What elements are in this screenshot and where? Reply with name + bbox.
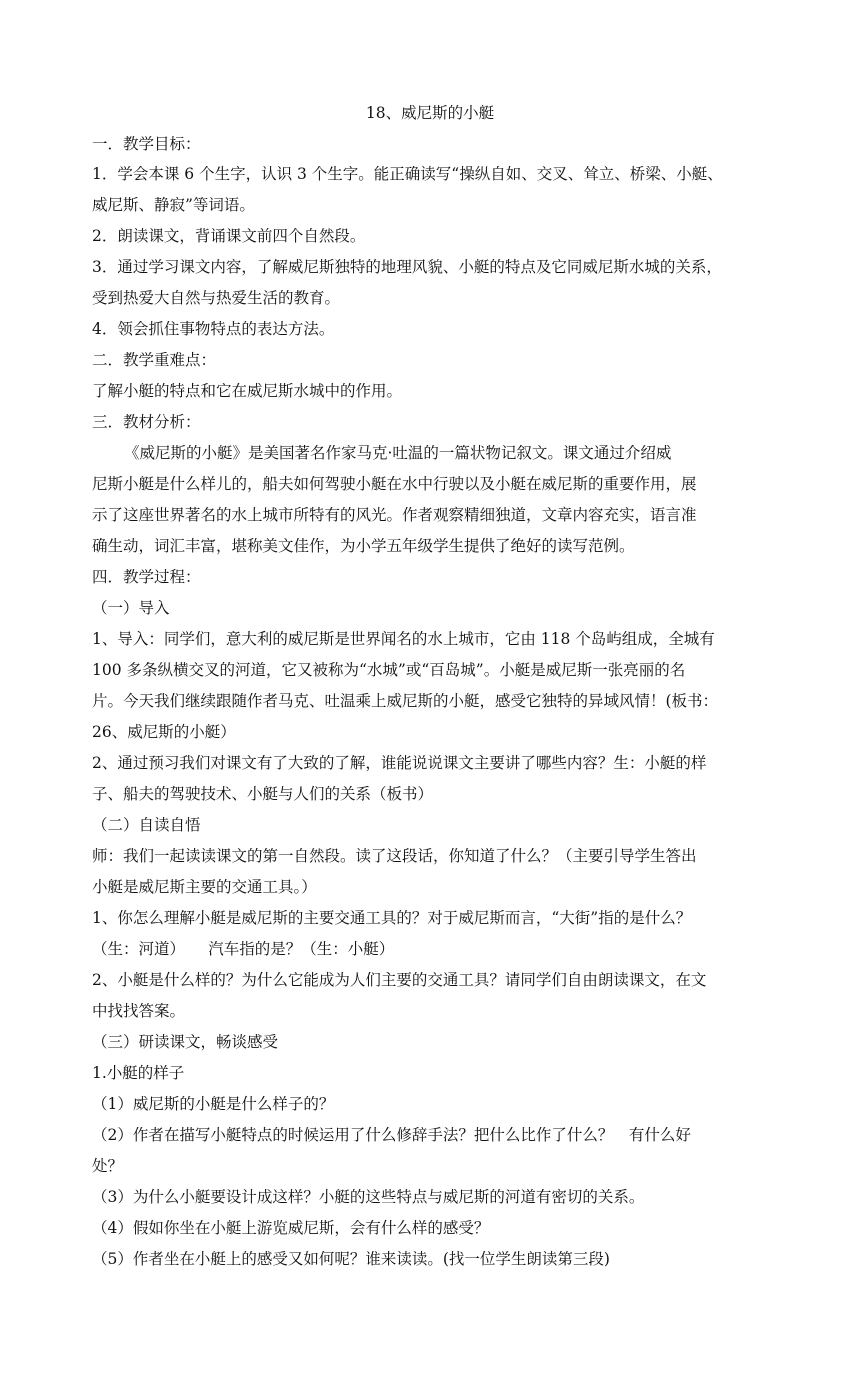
text-line: （生：河道） 汽车指的是？（生：小艇） (92, 940, 395, 958)
text-line: 2、小艇是什么样的？为什么它能成为人们主要的交通工具？请同学们自由朗读课文，在文 (92, 971, 707, 989)
section-heading: 一．教学目标： (92, 135, 201, 153)
paragraph-first-line: 《威尼斯的小艇》是美国著名作家马克·吐温的一篇状物记叙文。课文通过介绍威 (124, 444, 672, 462)
text-line: 3．通过学习课文内容，了解威尼斯独特的地理风貌、小艇的特点及它同威尼斯水城的关系， (92, 258, 722, 276)
text-line: 示了这座世界著名的水上城市所特有的风光。作者观察精细独道，文章内容充实，语言准 (92, 506, 697, 524)
text-line: 2、通过预习我们对课文有了大致的了解，谁能说说课文主要讲了哪些内容？生：小艇的样 (92, 754, 707, 772)
text-line: 1.小艇的样子 (92, 1064, 185, 1082)
text-line: （1）威尼斯的小艇是什么样子的？ (92, 1095, 335, 1113)
text-line: 100 多条纵横交叉的河道，它又被称为“水城”或“百岛城”。小艇是威尼斯一张亮丽的名 (92, 661, 686, 679)
text-line: 确生动，词汇丰富，堪称美文佳作，为小学五年级学生提供了绝好的读写范例。 (92, 537, 635, 555)
section-heading: 四．教学过程： (92, 568, 201, 586)
text-line: 片。今天我们继续跟随作者马克、吐温乘上威尼斯的小艇，感受它独特的异域风情！(板书： (92, 692, 719, 710)
text-line: 尼斯小艇是什么样儿的，船夫如何驾驶小艇在水中行驶以及小艇在威尼斯的重要作用，展 (92, 475, 697, 493)
text-line: （4）假如你坐在小艇上游览威尼斯，会有什么样的感受？ (92, 1219, 490, 1237)
text-line: 小艇是威尼斯主要的交通工具。） (92, 878, 317, 896)
text-line: 师：我们一起读读课文的第一自然段。读了这段话，你知道了什么？（主要引导学生答出 (92, 847, 697, 865)
text-line: 子、船夫的驾驶技术、小艇与人们的关系（板书） (92, 785, 434, 803)
text-line: 威尼斯、静寂”等词语。 (92, 196, 255, 214)
text-line: 中找找答案。 (92, 1002, 186, 1020)
section-heading: 三．教材分析： (92, 413, 201, 431)
text-line: （5）作者坐在小艇上的感受又如何呢？谁来读读。(找一位学生朗读第三段) (92, 1250, 610, 1268)
text-line: 2．朗读课文，背诵课文前四个自然段。 (92, 227, 366, 245)
text-line: 1．学会本课 6 个生字，认识 3 个生字。能正确读写“操纵自如、交叉、耸立、桥梁、小艇、 (92, 165, 723, 183)
text-line: 受到热爱大自然与热爱生活的教育。 (92, 289, 341, 307)
text-line: （3）为什么小艇要设计成这样？小艇的这些特点与威尼斯的河道有密切的关系。 (92, 1188, 645, 1206)
text-line: （2）作者在描写小艇特点的时候运用了什么修辞手法？把什么比作了什么？ 有什么好 (92, 1126, 691, 1144)
section-heading: 二．教学重难点： (92, 351, 217, 369)
sub-heading: （三）研读课文，畅谈感受 (92, 1033, 279, 1051)
text-line: 26、威尼斯的小艇） (92, 723, 236, 741)
sub-heading: （二）自读自悟 (92, 816, 201, 834)
text-line: 了解小艇的特点和它在威尼斯水城中的作用。 (92, 382, 403, 400)
sub-heading: （一）导入 (92, 599, 170, 617)
text-line: 1、导入：同学们，意大利的威尼斯是世界闻名的水上城市，它由 118 个岛屿组成，全城有 (92, 630, 715, 648)
text-line: 4．领会抓住事物特点的表达方法。 (92, 320, 335, 338)
text-line: 处？ (92, 1157, 124, 1175)
text-line: 1、你怎么理解小艇是威尼斯的主要交通工具的？对于威尼斯而言，“大街”指的是什么？ (92, 909, 692, 927)
document-title: 18、威尼斯的小艇 (365, 104, 495, 122)
